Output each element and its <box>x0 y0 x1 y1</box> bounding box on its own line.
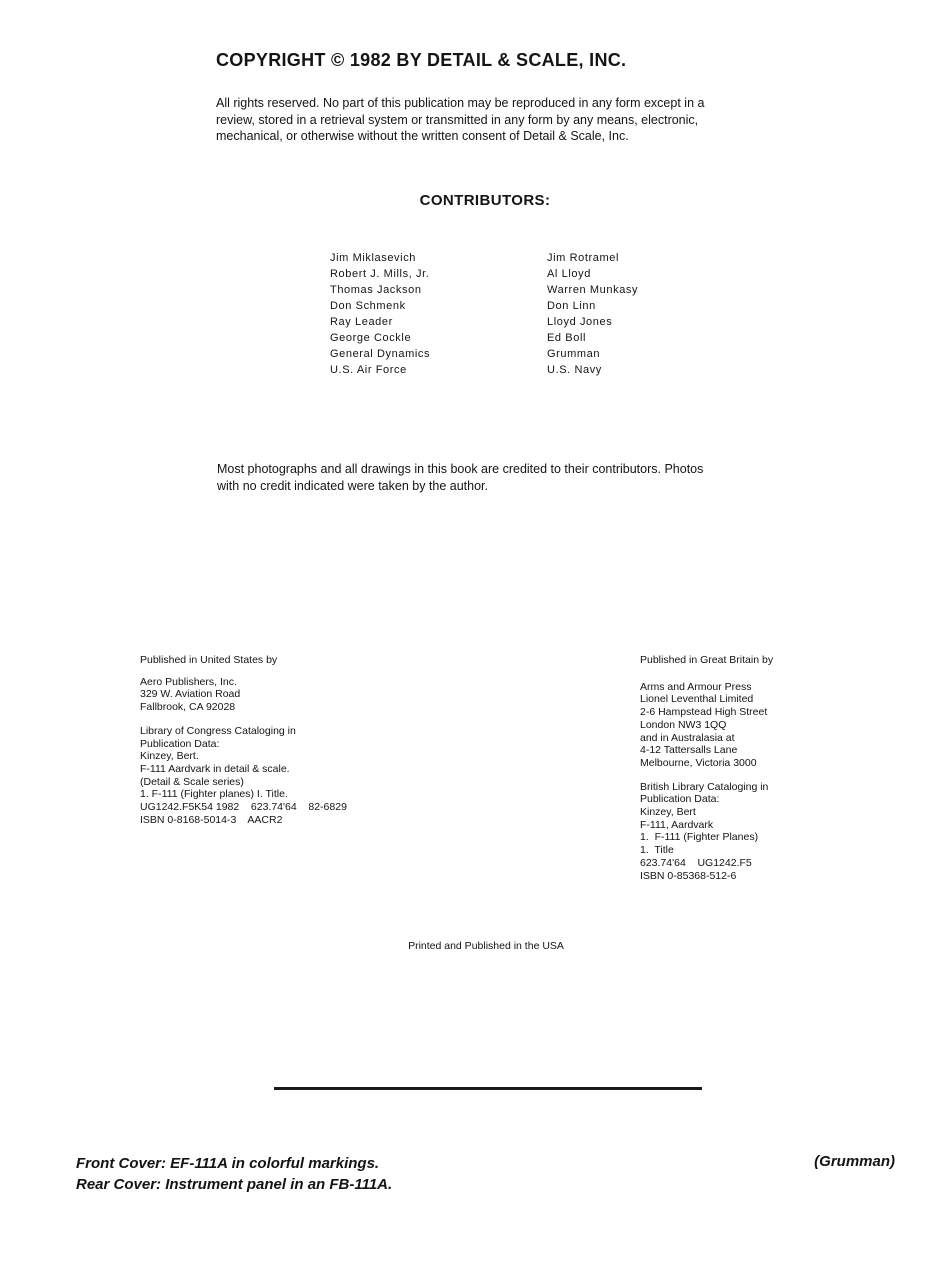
publisher-address-line: Arms and Armour Press <box>640 680 752 693</box>
cataloging-line: Library of Congress Cataloging in <box>140 724 296 737</box>
published-gb-heading: Published in Great Britain by <box>640 654 774 666</box>
rights-line: mechanical, or otherwise without the written consent of Detail & Scale, Inc. <box>216 129 629 143</box>
rights-line: review, stored in a retrieval system or transmitted in any form by any means, electronic, <box>216 112 699 127</box>
contributor-name: U.S. Air Force <box>330 364 407 376</box>
cataloging-line: Publication Data: <box>140 737 220 750</box>
cataloging-line: Kinzey, Bert. <box>140 750 199 763</box>
published-us-heading: Published in United States by <box>140 654 278 666</box>
contributor-name: Jim Miklasevich <box>330 252 417 264</box>
front-cover-caption: Front Cover: EF-111A in colorful markings. <box>76 1155 380 1172</box>
cataloging-line: 1. F-111 (Fighter planes) I. Title. <box>140 788 288 801</box>
publisher-address-line: and in Australasia at <box>640 731 735 744</box>
cataloging-line: ISBN 0-85368-512-6 <box>640 869 737 882</box>
photo-note-line: Most photographs and all drawings in this book are credited to their contributors. Photos <box>217 462 704 476</box>
cataloging-line: 1. Title <box>640 844 674 857</box>
contributor-name: Don Linn <box>547 300 596 312</box>
rights-statement <box>216 95 766 145</box>
cataloging-line: UG1242.F5K54 1982 623.74'64 82-6829 <box>140 801 347 814</box>
publisher-address-line: Melbourne, Victoria 3000 <box>640 756 757 769</box>
publisher-address-line: 329 W. Aviation Road <box>140 688 241 701</box>
rights-line: All rights reserved. No part of this publication may be reproduced in any form except in a <box>216 96 705 110</box>
contributor-name: Ray Leader <box>330 316 393 328</box>
cover-captions <box>76 1153 392 1195</box>
contributor-name: U.S. Navy <box>547 364 602 376</box>
publisher-address-line: 4-12 Tattersalls Lane <box>640 744 738 757</box>
cataloging-line: Publication Data: <box>640 793 720 806</box>
contributor-name: Al Lloyd <box>547 268 591 280</box>
contributor-name: Warren Munkasy <box>547 284 639 296</box>
contributors-list-right <box>547 250 638 378</box>
copyright-heading: COPYRIGHT © 1982 BY DETAIL & SCALE, INC. <box>216 50 627 70</box>
cataloging-line: 1. F-111 (Fighter Planes) <box>640 831 759 844</box>
cataloging-line: ISBN 0-8168-5014-3 AACR2 <box>140 813 283 826</box>
cataloging-line: F-111 Aardvark in detail & scale. <box>140 762 290 775</box>
rear-cover-caption: Rear Cover: Instrument panel in an FB-111A. <box>76 1176 393 1193</box>
photo-credit-note <box>217 461 703 494</box>
divider-rule <box>274 1087 702 1090</box>
cataloging-line: British Library Cataloging in <box>640 780 769 793</box>
published-us-block <box>140 654 347 826</box>
publisher-address-line: London NW3 1QQ <box>640 718 727 731</box>
cataloging-line: Kinzey, Bert <box>640 806 696 819</box>
contributor-name: Thomas Jackson <box>330 284 422 296</box>
photo-note-line: with no credit indicated were taken by the author. <box>217 478 488 493</box>
publisher-address-line: Fallbrook, CA 92028 <box>140 701 236 714</box>
contributor-name: George Cockle <box>330 332 412 344</box>
contributors-list-left <box>330 250 430 378</box>
printed-in-note: Printed and Published in the USA <box>408 940 564 952</box>
contributors-heading: CONTRIBUTORS: <box>419 192 551 209</box>
publisher-address-line: 2-6 Hampstead High Street <box>640 706 768 719</box>
publisher-address-line: Aero Publishers, Inc. <box>140 675 237 688</box>
contributor-name: Jim Rotramel <box>547 252 619 264</box>
cataloging-line: (Detail & Scale series) <box>140 775 244 788</box>
contributor-name: Robert J. Mills, Jr. <box>330 268 430 280</box>
contributor-name: Lloyd Jones <box>547 316 613 328</box>
cataloging-line: 623.74'64 UG1242.F5 <box>640 856 752 869</box>
contributor-name: Grumman <box>547 348 601 360</box>
cataloging-line: F-111, Aardvark <box>640 818 714 831</box>
published-gb-block <box>640 654 773 882</box>
publisher-address-line: Lionel Leventhal Limited <box>640 693 754 706</box>
contributor-name: Don Schmenk <box>330 300 406 312</box>
contributor-name: Ed Boll <box>547 332 587 344</box>
contributor-name: General Dynamics <box>330 348 431 360</box>
cover-photo-credit: (Grumman) <box>814 1153 895 1170</box>
